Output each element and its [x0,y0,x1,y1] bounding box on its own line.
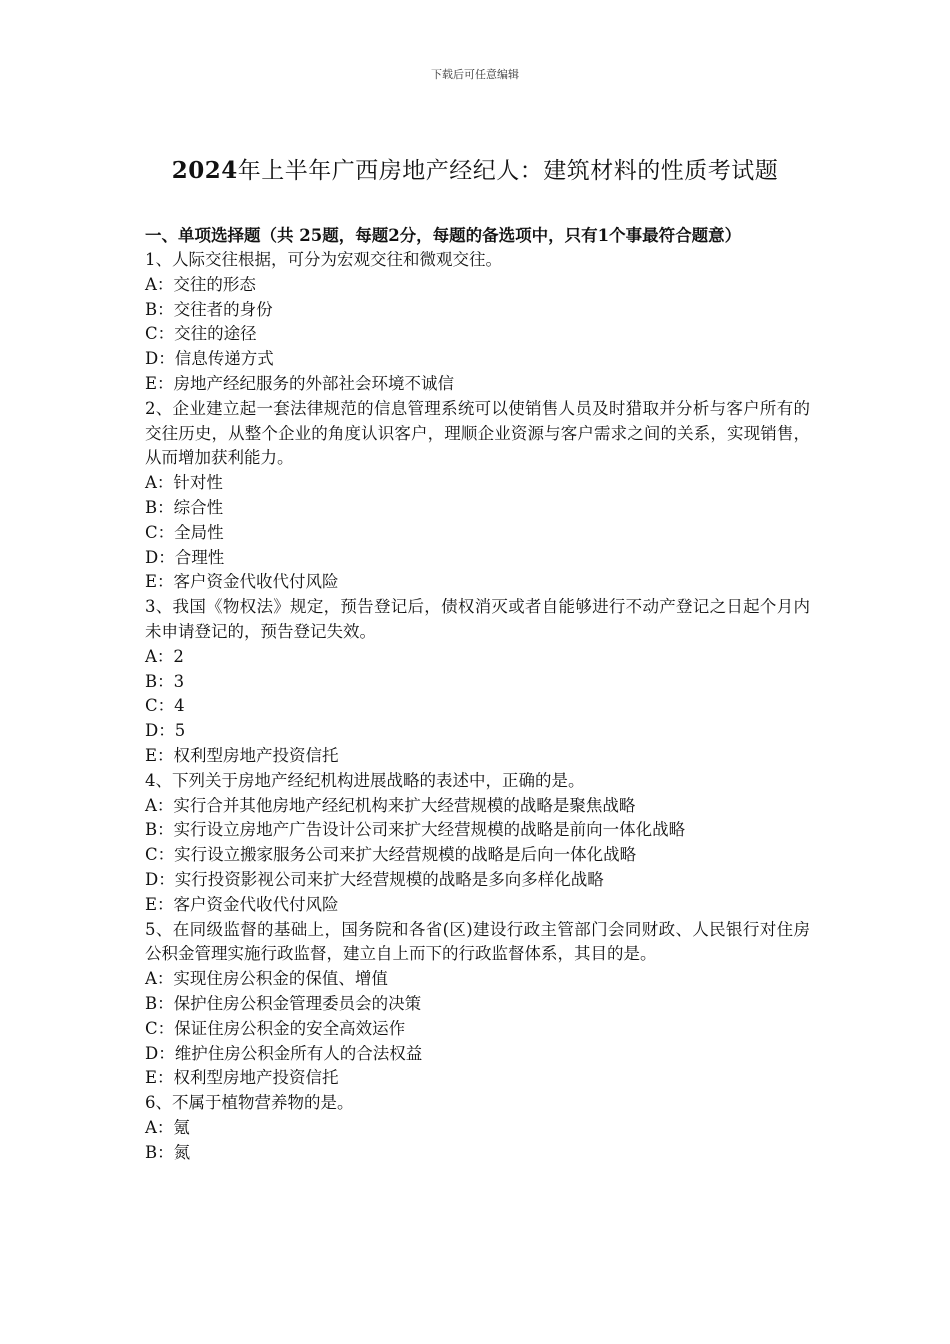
answer-option: E：客户资金代收代付风险 [145,894,339,914]
answer-option: D：维护住房公积金所有人的合法权益 [145,1043,423,1063]
question-text: 5、在同级监督的基础上，国务院和各省(区)建设行政主管部门会同财政、人民银行对住房公积金管理实施行政监督，建立自上而下的行政监督体系，其目的是。 [145,919,810,964]
answer-option: C：保证住房公积金的安全高效运作 [145,1018,406,1038]
question-block [145,397,810,595]
answer-option: E：权利型房地产投资信托 [145,745,339,765]
document-body [145,224,810,1165]
question-text: 6、不属于植物营养物的是。 [145,1093,354,1113]
question-list [145,248,810,1165]
answer-option: D：信息传递方式 [145,349,274,369]
answer-option: C：交往的途径 [145,324,257,344]
answer-option: B：实行设立房地产广告设计公司来扩大经营规模的战略是前向一体化战略 [145,820,686,840]
answer-option: E：权利型房地产投资信托 [145,1068,339,1088]
question-block [145,918,810,1092]
section-heading: 一、单项选择题（共 25题，每题2分，每题的备选项中，只有1个事最符合题意） [145,226,742,245]
answer-option: C：全局性 [145,522,224,542]
answer-option: C：实行设立搬家服务公司来扩大经营规模的战略是后向一体化战略 [145,845,637,865]
answer-option: B：氮 [145,1142,191,1162]
answer-option: B：交往者的身份 [145,299,273,319]
answer-option: A：实行合并其他房地产经纪机构来扩大经营规模的战略是聚焦战略 [145,795,636,815]
answer-option: D：合理性 [145,547,225,567]
answer-option: A：氪 [145,1117,190,1137]
answer-option: E：房地产经纪服务的外部社会环境不诚信 [145,373,455,393]
question-text: 4、下列关于房地产经纪机构进展战略的表述中，正确的是。 [145,770,585,790]
header-note: 下载后可任意编辑 [431,68,519,81]
answer-option: A：针对性 [145,473,223,493]
question-block [145,769,810,918]
answer-option: A：2 [145,646,184,666]
answer-option: D：5 [145,721,186,741]
answer-option: C：4 [145,696,185,716]
answer-option: E：客户资金代收代付风险 [145,572,339,592]
question-block [145,248,810,397]
answer-option: B：3 [145,671,185,691]
question-block [145,595,810,769]
question-text: 2、企业建立起一套法律规范的信息管理系统可以使销售人员及时猎取并分析与客户所有的交往历史，从整个企业的角度认识客户，理顺企业资源与客户需求之间的关系，实现销售，从而增加获利能力。 [145,398,810,468]
answer-option: A：交往的形态 [145,274,256,294]
question-text: 3、我国《物权法》规定，预告登记后，债权消灭或者自能够进行不动产登记之日起个月内未申请登记的，预告登记失效。 [145,597,810,641]
question-text: 1、人际交往根据，可分为宏观交往和微观交往。 [145,250,502,269]
document-title [0,152,950,185]
answer-option: B：保护住房公积金管理委员会的决策 [145,993,422,1013]
answer-option: B：综合性 [145,497,224,517]
question-block [145,1091,810,1165]
answer-option: D：实行投资影视公司来扩大经营规模的战略是多向多样化战略 [145,869,604,889]
answer-option: A：实现住房公积金的保值、增值 [145,969,388,989]
title-year: 2024 [171,157,238,184]
title-text: 年上半年广西房地产经纪人：建筑材料的性质考试题 [237,158,779,184]
